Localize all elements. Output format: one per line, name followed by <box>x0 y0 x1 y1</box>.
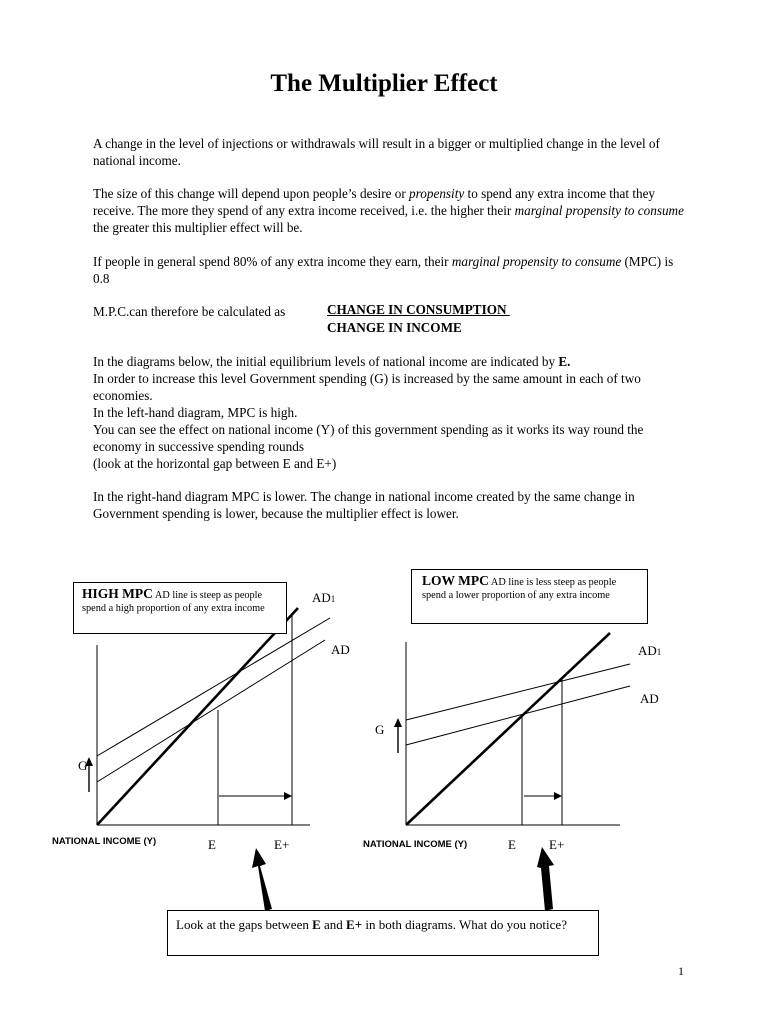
text-span: to spend any extra income that they receive. The more they spend of any extra income received, i.e. the higher their <box>93 186 656 218</box>
text-span: and <box>320 917 347 932</box>
left-gap-arrowhead <box>284 792 292 800</box>
italic-term: marginal propensity to consume <box>451 254 622 269</box>
italic-term: propensity <box>409 186 465 201</box>
right-x-axis-label: NATIONAL INCOME (Y) <box>363 839 468 850</box>
question-box <box>167 910 599 956</box>
text-span: In the left-hand diagram, MPC is high. <box>93 405 298 420</box>
text-span: (MPC) is 0.8 <box>93 254 674 286</box>
right-big-arrow <box>537 847 554 911</box>
high-mpc-text <box>82 587 278 615</box>
left-ad-line <box>97 640 325 782</box>
italic-term: marginal propensity to consume <box>514 203 684 218</box>
text-span: In the diagrams below, the initial equilibrium levels of national income are indicated by <box>93 354 559 369</box>
low-mpc-box <box>411 569 648 624</box>
right-eplus-label: E+ <box>549 837 565 852</box>
left-45-degree-line <box>97 608 298 825</box>
text-span: You can see the effect on national income (Y) of this government spending as it works its way round the economy in successive spending rounds <box>93 422 644 454</box>
low-mpc-description: AD line is less steep as people spend a lower proportion of any extra income <box>422 577 617 601</box>
right-ad1-label <box>638 643 661 659</box>
right-diagram <box>394 633 630 911</box>
bold-term: E. <box>558 354 571 369</box>
low-mpc-heading: LOW MPC <box>422 573 489 588</box>
right-g-arrowhead <box>394 718 402 727</box>
left-g-label: G <box>78 758 88 773</box>
right-45-degree-line <box>406 633 610 825</box>
high-mpc-heading: HIGH MPC <box>82 586 153 601</box>
ad1-text: AD <box>638 643 657 658</box>
page-number: 1 <box>678 964 684 978</box>
text-span: The size of this change will depend upon people’s desire or <box>93 186 410 201</box>
low-mpc-text <box>422 574 637 602</box>
formula-numerator: CHANGE IN CONSUMPTION <box>327 302 510 317</box>
page-title: The Multiplier Effect <box>270 70 498 97</box>
formula-denominator: CHANGE IN INCOME <box>327 320 462 335</box>
bold-term: E <box>312 917 321 932</box>
right-ad-line <box>406 686 630 745</box>
left-ad1-label <box>312 590 335 606</box>
left-eplus-label: E+ <box>274 837 290 852</box>
left-ad1-line <box>97 618 330 756</box>
formula-lead: M.P.C.can therefore be calculated as <box>93 304 286 319</box>
text-span: If people in general spend 80% of any extra income they earn, their <box>93 254 452 269</box>
left-e-label: E <box>208 837 216 852</box>
high-mpc-box <box>73 582 287 634</box>
ad1-text: AD <box>312 590 331 605</box>
ad1-subscript: 1 <box>656 647 662 657</box>
left-ad-label: AD <box>331 642 350 657</box>
bold-term: E+ <box>346 917 363 932</box>
text-span: (look at the horizontal gap between E and E+) <box>93 456 337 471</box>
left-diagram <box>85 608 330 911</box>
right-g-label: G <box>375 722 385 737</box>
text-span: in both diagrams. What do you notice? <box>362 917 567 932</box>
text-span: In order to increase this level Government spending (G) is increased by the same amount in each of two economies. <box>93 371 641 403</box>
high-mpc-description: AD line is steep as people spend a high proportion of any extra income <box>82 590 265 614</box>
right-ad1-line <box>406 664 630 720</box>
paragraph-low-mpc: In the right-hand diagram MPC is lower. The change in national income created by the same change in Government spending is lower, because the multiplier effect is lower. <box>93 489 635 521</box>
text-span: the greater this multiplier effect will be. <box>93 220 303 235</box>
left-x-axis-label: NATIONAL INCOME (Y) <box>52 836 157 847</box>
text-span: Look at the gaps between <box>176 917 313 932</box>
right-e-label: E <box>508 837 516 852</box>
ad1-subscript: 1 <box>330 594 336 604</box>
right-gap-arrowhead <box>554 792 562 800</box>
left-big-arrow <box>252 848 272 911</box>
right-ad-label: AD <box>640 691 659 706</box>
paragraph-intro: A change in the level of injections or withdrawals will result in a bigger or multiplied change in the level of national income. <box>93 136 660 168</box>
